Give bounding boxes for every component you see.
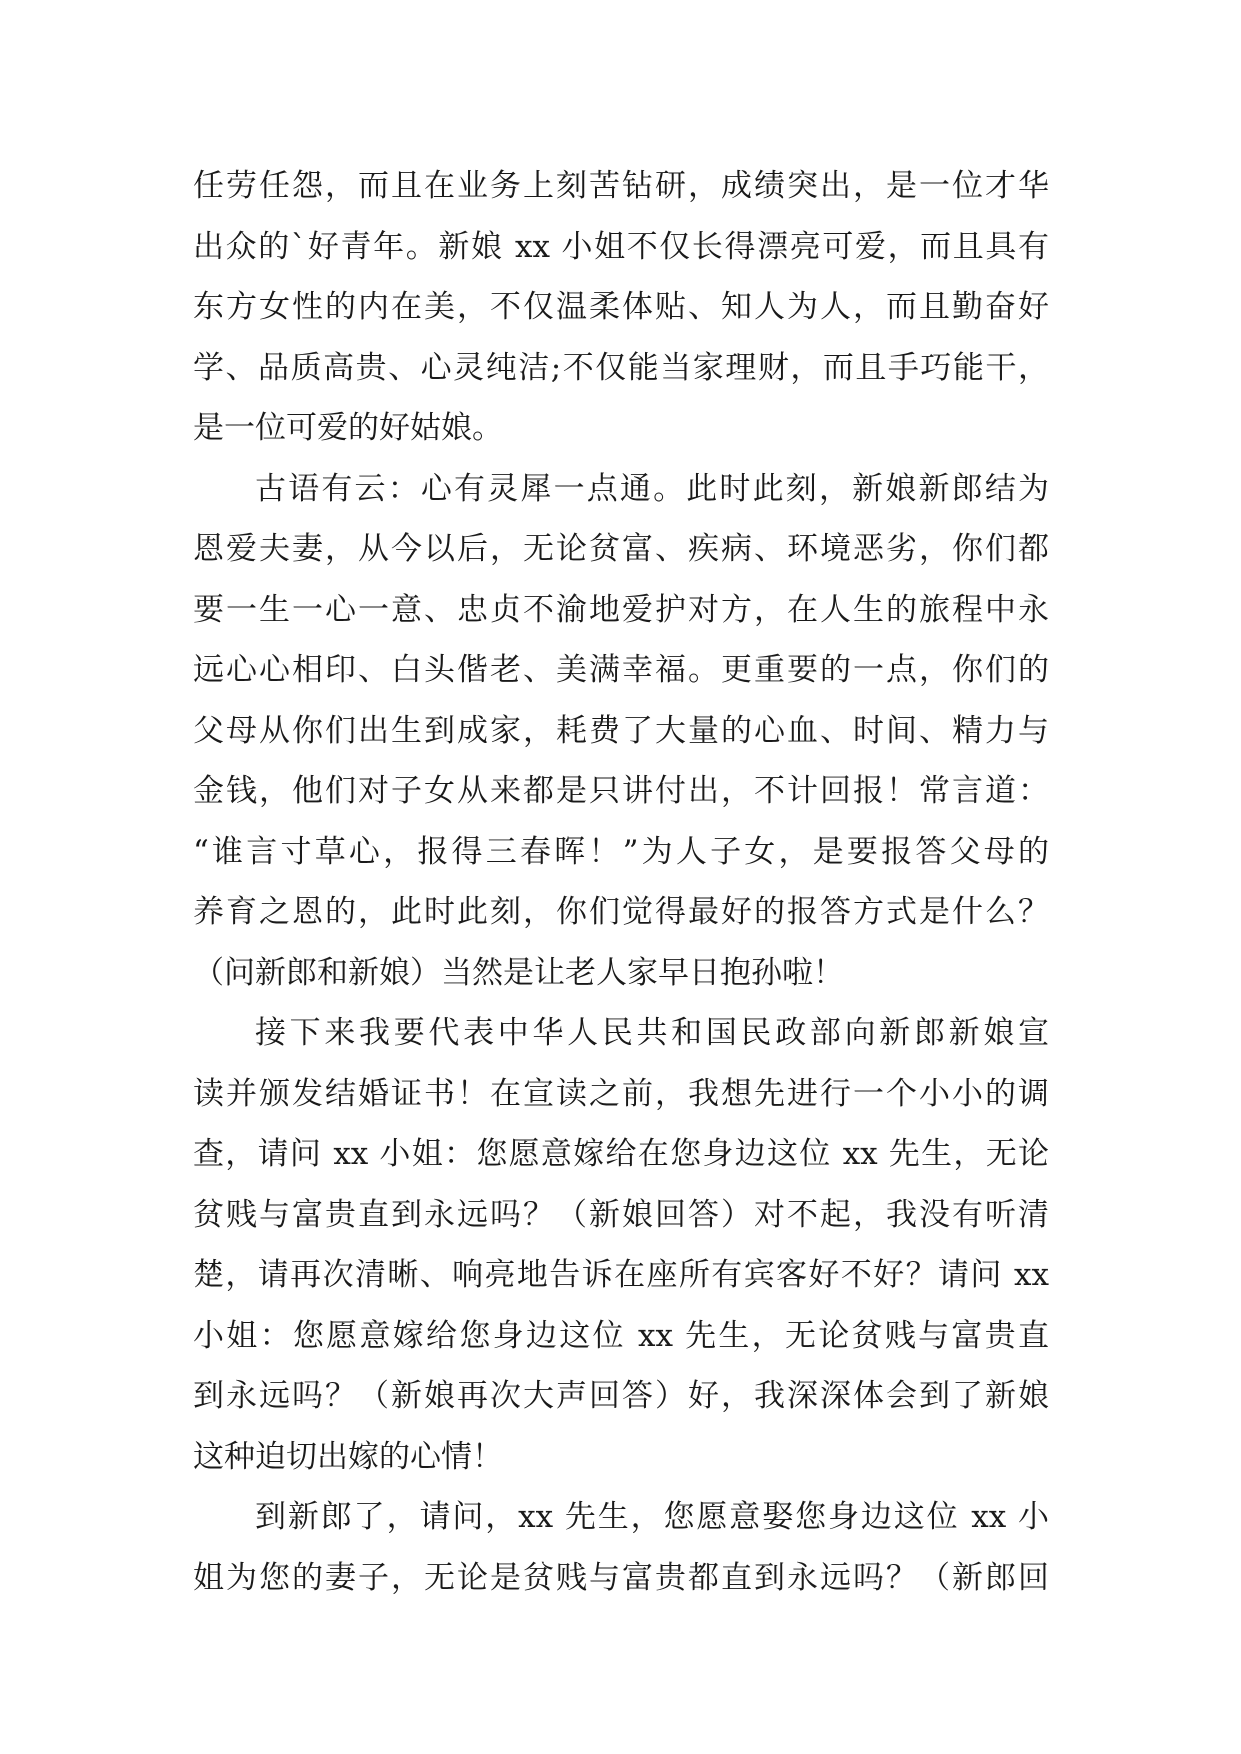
text-line: 学、品质高贵、心灵纯洁;不仅能当家理财，而且手巧能干， — [193, 349, 1049, 386]
text-line: 是一位可爱的好姑娘。 — [193, 410, 503, 446]
paragraph-1 — [193, 156, 1049, 459]
text-line: 任劳任怨，而且在业务上刻苦钻研，成绩突出，是一位才华 — [193, 168, 1049, 204]
document-body — [193, 156, 1049, 1608]
text-line: 恩爱夫妻，从今以后，无论贫富、疾病、环境恶劣，你们都 — [193, 531, 1049, 567]
text-line: 接下来我要代表中华人民共和国民政部向新郎新娘宣 — [255, 1015, 1049, 1051]
text-line: （问新郎和新娘）当然是让老人家早日抱孙啦！ — [193, 954, 844, 991]
text-line: 这种迫切出嫁的心情！ — [193, 1438, 503, 1475]
text-line: 远心心相印、白头偕老、美满幸福。更重要的一点，你们的 — [193, 652, 1049, 688]
text-line: 金钱，他们对子女从来都是只讲付出，不计回报！常言道： — [193, 773, 1049, 809]
text-line: 小姐：您愿意嫁给您身边这位 xx 先生，无论贫贱与富贵直 — [193, 1317, 1049, 1354]
text-line: 到永远吗？（新娘再次大声回答）好，我深深体会到了新娘 — [193, 1378, 1049, 1414]
paragraph-2 — [193, 459, 1049, 1004]
paragraph-3 — [193, 1003, 1049, 1487]
paragraph-4 — [193, 1487, 1049, 1608]
text-line: 出众的`好青年。新娘 xx 小姐不仅长得漂亮可爱，而且具有 — [193, 228, 1049, 265]
text-line: 要一生一心一意、忠贞不渝地爱护对方，在人生的旅程中永 — [193, 591, 1049, 628]
text-line: 养育之恩的，此时此刻，你们觉得最好的报答方式是什么？ — [193, 894, 1049, 930]
text-line: 到新郎了，请问，xx 先生，您愿意娶您身边这位 xx 小 — [255, 1499, 1049, 1535]
text-line: 父母从你们出生到成家，耗费了大量的心血、时间、精力与 — [193, 712, 1049, 749]
text-line: 姐为您的妻子，无论是贫贱与富贵都直到永远吗？（新郎回 — [193, 1559, 1049, 1596]
text-line: 东方女性的内在美，不仅温柔体贴、知人为人，而且勤奋好 — [193, 289, 1049, 325]
text-line: 贫贱与富贵直到永远吗？（新娘回答）对不起，我没有听清 — [193, 1196, 1049, 1233]
text-line: 读并颁发结婚证书！在宣读之前，我想先进行一个小小的调 — [193, 1075, 1049, 1112]
text-line: “谁言寸草心，报得三春晖！”为人子女，是要报答父母的 — [193, 833, 1049, 870]
text-line: 查，请问 xx 小姐：您愿意嫁给在您身边这位 xx 先生，无论 — [193, 1136, 1049, 1172]
text-line: 楚，请再次清晰、响亮地告诉在座所有宾客好不好？请问 xx — [193, 1257, 1049, 1293]
text-line: 古语有云：心有灵犀一点通。此时此刻，新娘新郎结为 — [255, 470, 1049, 507]
